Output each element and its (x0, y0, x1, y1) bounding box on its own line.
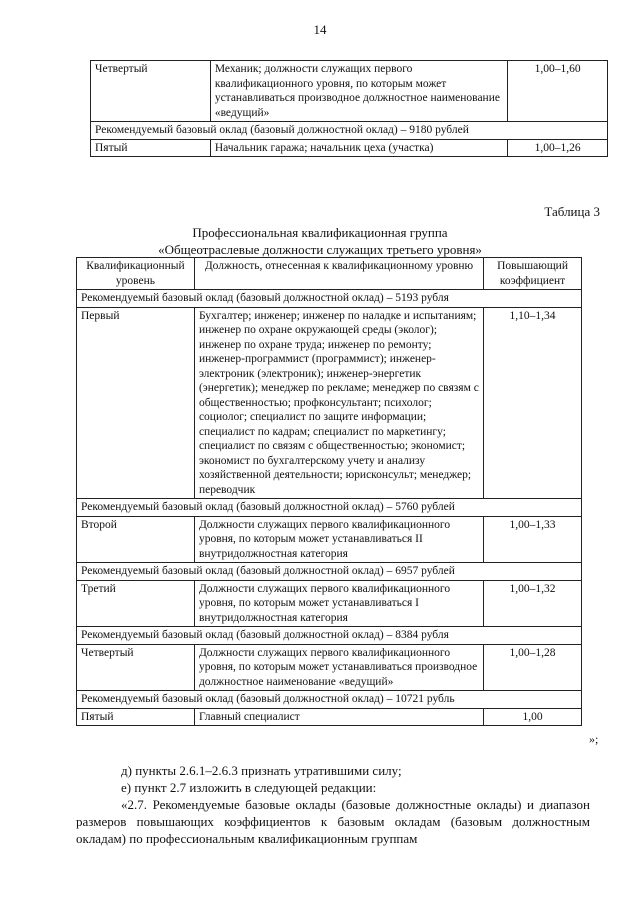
body-text (76, 762, 590, 847)
table-label: Таблица 3 (544, 204, 600, 219)
coef-cell: 1,00–1,32 (484, 580, 582, 627)
paragraph-2-7: «2.7. Рекомендуемые базовые оклады (базовые должностные оклады) и диапазон размеров повышающих коэффициентов к базовым окладам (базовым должностным окладам) по профессиональным квалификационным группам (76, 797, 590, 846)
coef-cell: 1,00–1,33 (484, 516, 582, 563)
continuation-table (90, 60, 608, 157)
coef-cell: 1,00–1,60 (508, 61, 608, 122)
level-cell: Первый (77, 307, 195, 499)
level-cell: Третий (77, 580, 195, 627)
table-closing-quote: »; (589, 732, 599, 746)
header-coef: Повышающий коэффициент (484, 258, 582, 290)
salary-cell: Рекомендуемый базовый оклад (базовый должностной оклад) – 5760 рублей (77, 499, 582, 517)
position-cell: Главный специалист (194, 708, 483, 726)
salary-row (91, 122, 608, 140)
position-cell: Должности служащих первого квалификационного уровня, по которым может устанавливаться I внутридолжностная категория (194, 580, 483, 627)
salary-cell: Рекомендуемый базовый оклад (базовый должностной оклад) – 9180 рублей (91, 122, 608, 140)
salary-row (77, 691, 582, 709)
header-position: Должность, отнесенная к квалификационному уровню (194, 258, 483, 290)
table-row (77, 580, 582, 627)
salary-cell: Рекомендуемый базовый оклад (базовый должностной оклад) – 6957 рублей (77, 563, 582, 581)
qualification-table (76, 257, 582, 726)
position-cell: Начальник гаража; начальник цеха (участка) (210, 139, 507, 157)
salary-row (77, 627, 582, 645)
salary-cell: Рекомендуемый базовый оклад (базовый должностной оклад) – 10721 рубль (77, 691, 582, 709)
group-title-line: Профессиональная квалификационная группа (192, 225, 448, 240)
level-cell: Второй (77, 516, 195, 563)
salary-row (77, 563, 582, 581)
table-header-row (77, 258, 582, 290)
table-row (77, 307, 582, 499)
coef-cell: 1,00–1,26 (508, 139, 608, 157)
level-cell: Четвертый (91, 61, 211, 122)
position-cell: Механик; должности служащих первого квалификационного уровня, по которым может устанавливаться производное должностное наименование «ведущий» (210, 61, 507, 122)
table-row (77, 644, 582, 691)
level-cell: Четвертый (77, 644, 195, 691)
salary-row (77, 290, 582, 308)
position-cell: Бухгалтер; инженер; инженер по наладке и испытаниям; инженер по охране окружающей среды (эколог); инженер по охране труда; инженер по ремонту; инженер-программист (программист); инженер-электроник (электроник); инженер-энергетик (энергетик); менеджер по рекламе; менеджер по связям с общественностью; профконсультант; психолог; социолог; специалист по защите информации; специалист по кадрам; специалист по маркетингу; специалист по связям с общественностью; экономист; экономист по бухгалтерскому учету и анализу хозяйственной деятельности; юрисконсульт; менеджер; переводчик (194, 307, 483, 499)
salary-cell: Рекомендуемый базовый оклад (базовый должностной оклад) – 5193 рубля (77, 290, 582, 308)
salary-row (77, 499, 582, 517)
table-row (91, 139, 608, 157)
table-row (77, 708, 582, 726)
level-cell: Пятый (91, 139, 211, 157)
paragraph-d: д) пункты 2.6.1–2.6.3 признать утратившими силу; (121, 763, 402, 778)
position-cell: Должности служащих первого квалификационного уровня, по которым может устанавливаться II внутридолжностная категория (194, 516, 483, 563)
paragraph-e: е) пункт 2.7 изложить в следующей редакции: (121, 780, 377, 795)
salary-cell: Рекомендуемый базовый оклад (базовый должностной оклад) – 8384 рубля (77, 627, 582, 645)
header-level: Квалификационный уровень (77, 258, 195, 290)
coef-cell: 1,00–1,28 (484, 644, 582, 691)
level-cell: Пятый (77, 708, 195, 726)
table-row (77, 516, 582, 563)
table-row (91, 61, 608, 122)
page-number: 14 (313, 22, 327, 37)
position-cell: Должности служащих первого квалификационного уровня, по которым может устанавливаться производное должностное наименование «ведущий» (194, 644, 483, 691)
group-title-line: «Общеотраслевые должности служащих третьего уровня» (158, 242, 482, 257)
coef-cell: 1,10–1,34 (484, 307, 582, 499)
group-title (0, 224, 640, 258)
coef-cell: 1,00 (484, 708, 582, 726)
